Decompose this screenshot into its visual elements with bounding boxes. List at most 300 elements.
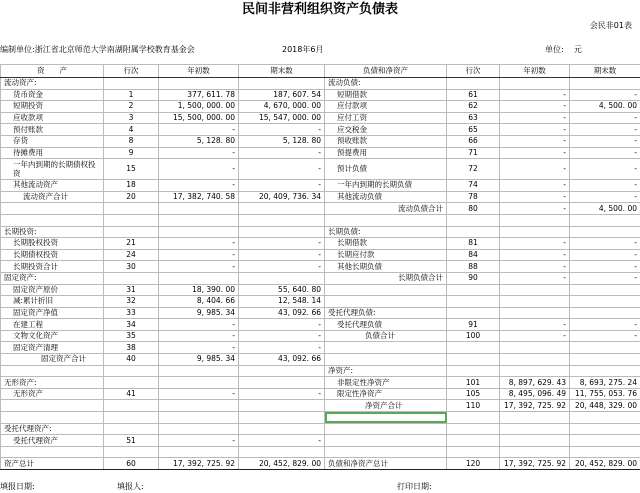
liability-ending-cell[interactable] — [570, 354, 640, 366]
asset-name-cell[interactable]: 长期投资合计 — [1, 261, 104, 273]
asset-name-cell[interactable]: 短期投资 — [1, 101, 104, 113]
liability-line-cell[interactable]: 72 — [447, 159, 500, 180]
liability-ending-cell[interactable]: - — [570, 180, 640, 192]
asset-ending-cell[interactable]: 43, 092. 66 — [239, 354, 325, 366]
asset-ending-cell[interactable] — [239, 226, 325, 238]
table-row — [1, 330, 640, 342]
asset-beginning-cell[interactable]: 9, 985. 34 — [159, 307, 239, 319]
liability-beginning-cell[interactable] — [500, 78, 570, 90]
asset-beginning-cell[interactable]: 1, 500, 000. 00 — [159, 101, 239, 113]
liability-line-cell[interactable] — [447, 412, 500, 424]
liability-line-cell[interactable]: 91 — [447, 319, 500, 331]
liability-line-cell[interactable] — [447, 226, 500, 238]
liability-beginning-cell[interactable]: - — [500, 272, 570, 284]
asset-ending-cell[interactable] — [239, 214, 325, 226]
liability-ending-cell[interactable]: 8, 693, 275. 24 — [570, 377, 640, 389]
liability-beginning-cell[interactable]: 17, 392, 725. 92 — [500, 400, 570, 412]
asset-beginning-cell[interactable] — [159, 400, 239, 412]
liability-line-cell[interactable] — [447, 423, 500, 435]
table-row — [1, 400, 640, 412]
liability-ending-cell[interactable]: - — [570, 135, 640, 147]
asset-line-cell[interactable]: 2 — [104, 101, 159, 113]
asset-line-cell[interactable] — [104, 365, 159, 377]
liability-line-cell[interactable]: 61 — [447, 89, 500, 101]
liability-line-cell[interactable]: 78 — [447, 191, 500, 203]
header-line-no-2: 行次 — [447, 65, 500, 78]
asset-name-cell[interactable]: 无形资产: — [1, 377, 104, 389]
asset-beginning-cell[interactable] — [159, 412, 239, 424]
header-assets: 资 产 — [1, 65, 104, 78]
liability-name-cell[interactable]: 预计负债 — [325, 159, 447, 180]
asset-ending-cell[interactable]: 20, 452, 829. 00 — [239, 458, 325, 470]
header-ending-2: 期末数 — [570, 65, 640, 78]
asset-name-cell[interactable]: 流动资产合计 — [1, 191, 104, 203]
asset-beginning-cell[interactable]: - — [159, 261, 239, 273]
liability-name-cell[interactable] — [325, 284, 447, 296]
asset-line-cell[interactable]: 51 — [104, 435, 159, 447]
asset-ending-cell[interactable]: 12, 548. 14 — [239, 296, 325, 308]
asset-beginning-cell[interactable] — [159, 203, 239, 215]
asset-name-cell[interactable] — [1, 203, 104, 215]
liability-ending-cell[interactable] — [570, 226, 640, 238]
liability-beginning-cell[interactable]: - — [500, 159, 570, 180]
liability-beginning-cell[interactable]: - — [500, 135, 570, 147]
table-row — [1, 412, 640, 424]
asset-beginning-cell[interactable] — [159, 423, 239, 435]
asset-name-cell[interactable]: 在建工程 — [1, 319, 104, 331]
asset-name-cell[interactable]: 固定资产清理 — [1, 342, 104, 354]
table-row — [1, 238, 640, 250]
asset-ending-cell[interactable]: - — [239, 180, 325, 192]
balance-sheet-table — [0, 64, 640, 470]
liability-ending-cell[interactable] — [570, 307, 640, 319]
asset-name-cell[interactable] — [1, 214, 104, 226]
liability-name-cell[interactable]: 流动负债合计 — [325, 203, 447, 215]
asset-beginning-cell[interactable] — [159, 365, 239, 377]
liability-name-cell[interactable]: 长期负债合计 — [325, 272, 447, 284]
asset-name-cell[interactable]: 长期股权投资 — [1, 238, 104, 250]
liability-ending-cell[interactable]: - — [570, 112, 640, 124]
liability-name-cell[interactable]: 其他流动负债 — [325, 191, 447, 203]
asset-beginning-cell[interactable]: - — [159, 180, 239, 192]
asset-ending-cell[interactable]: - — [239, 147, 325, 159]
asset-beginning-cell[interactable] — [159, 377, 239, 389]
asset-line-cell[interactable]: 40 — [104, 354, 159, 366]
liability-line-cell[interactable]: 80 — [447, 203, 500, 215]
asset-ending-cell[interactable] — [239, 203, 325, 215]
asset-beginning-cell[interactable]: 15, 500, 000. 00 — [159, 112, 239, 124]
liability-ending-cell[interactable]: 20, 448, 329. 00 — [570, 400, 640, 412]
liability-name-cell[interactable] — [325, 412, 447, 424]
liability-line-cell[interactable]: 66 — [447, 135, 500, 147]
liability-name-cell[interactable]: 负债合计 — [325, 330, 447, 342]
liability-ending-cell[interactable] — [570, 446, 640, 458]
liability-line-cell[interactable]: 74 — [447, 180, 500, 192]
asset-name-cell[interactable]: 无形资产 — [1, 388, 104, 400]
asset-line-cell[interactable]: 9 — [104, 147, 159, 159]
table-row — [1, 147, 640, 159]
liability-line-cell[interactable] — [447, 284, 500, 296]
liability-beginning-cell[interactable]: - — [500, 124, 570, 136]
liability-line-cell[interactable] — [447, 365, 500, 377]
liability-ending-cell[interactable] — [570, 342, 640, 354]
table-row — [1, 319, 640, 331]
asset-beginning-cell[interactable]: - — [159, 159, 239, 180]
liability-ending-cell[interactable]: 11, 755, 053. 76 — [570, 388, 640, 400]
asset-ending-cell[interactable]: - — [239, 330, 325, 342]
asset-ending-cell[interactable]: - — [239, 124, 325, 136]
asset-ending-cell[interactable]: 20, 409, 736. 34 — [239, 191, 325, 203]
asset-line-cell[interactable]: 32 — [104, 296, 159, 308]
asset-beginning-cell[interactable] — [159, 226, 239, 238]
asset-name-cell[interactable]: 固定资产原价 — [1, 284, 104, 296]
asset-ending-cell[interactable]: 4, 670, 000. 00 — [239, 101, 325, 113]
asset-beginning-cell[interactable]: 8, 404. 66 — [159, 296, 239, 308]
asset-name-cell[interactable]: 资产总计 — [1, 458, 104, 470]
liability-line-cell[interactable]: 105 — [447, 388, 500, 400]
liability-beginning-cell[interactable] — [500, 214, 570, 226]
asset-line-cell[interactable]: 31 — [104, 284, 159, 296]
liability-ending-cell[interactable] — [570, 412, 640, 424]
asset-beginning-cell[interactable]: 17, 392, 725. 92 — [159, 458, 239, 470]
table-row — [1, 377, 640, 389]
asset-beginning-cell[interactable] — [159, 78, 239, 90]
liability-beginning-cell[interactable] — [500, 423, 570, 435]
header-beginning-2: 年初数 — [500, 65, 570, 78]
asset-beginning-cell[interactable]: - — [159, 435, 239, 447]
table-row — [1, 180, 640, 192]
asset-name-cell[interactable]: 货币资金 — [1, 89, 104, 101]
asset-ending-cell[interactable] — [239, 400, 325, 412]
asset-line-cell[interactable]: 20 — [104, 191, 159, 203]
table-row — [1, 354, 640, 366]
asset-ending-cell[interactable] — [239, 412, 325, 424]
table-row — [1, 435, 640, 447]
liability-ending-cell[interactable]: - — [570, 147, 640, 159]
liability-name-cell[interactable]: 限定性净资产 — [325, 388, 447, 400]
asset-name-cell[interactable] — [1, 412, 104, 424]
asset-ending-cell[interactable]: - — [239, 238, 325, 250]
liability-name-cell[interactable]: 长期应付款 — [325, 249, 447, 261]
currency-unit-value: 元 — [573, 45, 582, 54]
asset-line-cell[interactable]: 1 — [104, 89, 159, 101]
asset-name-cell[interactable]: 存货 — [1, 135, 104, 147]
asset-name-cell[interactable]: 固定资产: — [1, 272, 104, 284]
liability-name-cell[interactable] — [325, 354, 447, 366]
liability-line-cell[interactable] — [447, 446, 500, 458]
liability-name-cell[interactable] — [325, 296, 447, 308]
asset-beginning-cell[interactable]: 377, 611. 78 — [159, 89, 239, 101]
table-row — [1, 388, 640, 400]
table-row — [1, 159, 640, 180]
asset-beginning-cell[interactable]: - — [159, 342, 239, 354]
asset-line-cell[interactable]: 24 — [104, 249, 159, 261]
liability-ending-cell[interactable] — [570, 214, 640, 226]
asset-beginning-cell[interactable]: 17, 382, 740. 58 — [159, 191, 239, 203]
table-row — [1, 261, 640, 273]
liability-line-cell[interactable] — [447, 78, 500, 90]
asset-line-cell[interactable]: 33 — [104, 307, 159, 319]
liability-line-cell[interactable]: 81 — [447, 238, 500, 250]
liability-ending-cell[interactable]: - — [570, 272, 640, 284]
liability-name-cell[interactable]: 净资产合计 — [325, 400, 447, 412]
asset-ending-cell[interactable] — [239, 272, 325, 284]
asset-name-cell[interactable] — [1, 400, 104, 412]
asset-line-cell[interactable]: 8 — [104, 135, 159, 147]
liability-line-cell[interactable]: 110 — [447, 400, 500, 412]
liability-ending-cell[interactable]: - — [570, 330, 640, 342]
liability-line-cell[interactable] — [447, 354, 500, 366]
liability-beginning-cell[interactable]: - — [500, 203, 570, 215]
liability-ending-cell[interactable]: 4, 500. 00 — [570, 101, 640, 113]
footer-filled-by: 填报人: — [117, 482, 144, 491]
liability-line-cell[interactable]: 88 — [447, 261, 500, 273]
liability-name-cell[interactable]: 预收账款 — [325, 135, 447, 147]
asset-line-cell[interactable] — [104, 423, 159, 435]
liability-ending-cell[interactable] — [570, 365, 640, 377]
liability-line-cell[interactable] — [447, 435, 500, 447]
asset-name-cell[interactable]: 受托代理资产: — [1, 423, 104, 435]
table-row — [1, 214, 640, 226]
liability-beginning-cell[interactable] — [500, 435, 570, 447]
liability-beginning-cell[interactable] — [500, 412, 570, 424]
asset-line-cell[interactable] — [104, 78, 159, 90]
liability-name-cell[interactable]: 长期负债: — [325, 226, 447, 238]
asset-line-cell[interactable]: 38 — [104, 342, 159, 354]
liability-beginning-cell[interactable]: - — [500, 180, 570, 192]
liability-line-cell[interactable]: 100 — [447, 330, 500, 342]
liability-line-cell[interactable]: 62 — [447, 101, 500, 113]
asset-line-cell[interactable] — [104, 226, 159, 238]
liability-name-cell[interactable] — [325, 435, 447, 447]
asset-ending-cell[interactable]: 5, 128. 80 — [239, 135, 325, 147]
asset-beginning-cell[interactable]: - — [159, 124, 239, 136]
asset-line-cell[interactable]: 15 — [104, 159, 159, 180]
asset-ending-cell[interactable]: - — [239, 319, 325, 331]
asset-ending-cell[interactable]: 55, 640. 80 — [239, 284, 325, 296]
asset-ending-cell[interactable]: - — [239, 435, 325, 447]
liability-beginning-cell[interactable]: - — [500, 147, 570, 159]
currency-unit — [545, 44, 582, 56]
liability-ending-cell[interactable]: - — [570, 159, 640, 180]
liability-ending-cell[interactable] — [570, 296, 640, 308]
asset-name-cell[interactable]: 文物文化资产 — [1, 330, 104, 342]
asset-beginning-cell[interactable]: - — [159, 319, 239, 331]
asset-beginning-cell[interactable]: - — [159, 330, 239, 342]
liability-ending-cell[interactable]: - — [570, 261, 640, 273]
asset-beginning-cell[interactable]: 18, 390. 00 — [159, 284, 239, 296]
asset-line-cell[interactable] — [104, 272, 159, 284]
table-row — [1, 423, 640, 435]
liability-line-cell[interactable]: 90 — [447, 272, 500, 284]
liability-beginning-cell[interactable]: - — [500, 261, 570, 273]
liability-beginning-cell[interactable]: 17, 392, 725. 92 — [500, 458, 570, 470]
liability-line-cell[interactable]: 84 — [447, 249, 500, 261]
header-line-no: 行次 — [104, 65, 159, 78]
asset-name-cell[interactable]: 固定资产净值 — [1, 307, 104, 319]
asset-line-cell[interactable] — [104, 377, 159, 389]
table-row — [1, 226, 640, 238]
liability-ending-cell[interactable]: - — [570, 319, 640, 331]
liability-name-cell[interactable] — [325, 342, 447, 354]
liability-name-cell[interactable]: 净资产: — [325, 365, 447, 377]
liability-ending-cell[interactable]: - — [570, 124, 640, 136]
asset-beginning-cell[interactable] — [159, 214, 239, 226]
asset-line-cell[interactable]: 3 — [104, 112, 159, 124]
liability-line-cell[interactable]: 63 — [447, 112, 500, 124]
liability-line-cell[interactable] — [447, 296, 500, 308]
liability-beginning-cell[interactable] — [500, 354, 570, 366]
liability-beginning-cell[interactable]: - — [500, 330, 570, 342]
liability-line-cell[interactable] — [447, 307, 500, 319]
liability-beginning-cell[interactable]: - — [500, 319, 570, 331]
asset-line-cell[interactable]: 34 — [104, 319, 159, 331]
liability-beginning-cell[interactable]: 8, 495, 096. 49 — [500, 388, 570, 400]
table-row — [1, 365, 640, 377]
asset-beginning-cell[interactable]: 5, 128. 80 — [159, 135, 239, 147]
liability-name-cell[interactable]: 长期借款 — [325, 238, 447, 250]
liability-beginning-cell[interactable] — [500, 446, 570, 458]
table-row — [1, 458, 640, 470]
asset-line-cell[interactable]: 60 — [104, 458, 159, 470]
liability-beginning-cell[interactable]: - — [500, 238, 570, 250]
table-row — [1, 78, 640, 90]
asset-name-cell[interactable]: 一年内到期的长期债权投资 — [1, 159, 104, 180]
liability-ending-cell[interactable] — [570, 78, 640, 90]
asset-ending-cell[interactable] — [239, 78, 325, 90]
currency-unit-label: 单位: — [545, 45, 564, 54]
asset-line-cell[interactable]: 41 — [104, 388, 159, 400]
table-row — [1, 284, 640, 296]
liability-ending-cell[interactable]: - — [570, 238, 640, 250]
asset-name-cell[interactable]: 长期投资: — [1, 226, 104, 238]
liability-ending-cell[interactable] — [570, 435, 640, 447]
asset-name-cell[interactable]: 减:累计折旧 — [1, 296, 104, 308]
asset-line-cell[interactable]: 30 — [104, 261, 159, 273]
liability-beginning-cell[interactable] — [500, 226, 570, 238]
asset-name-cell[interactable]: 待摊费用 — [1, 147, 104, 159]
asset-ending-cell[interactable]: - — [239, 342, 325, 354]
asset-name-cell[interactable]: 固定资产合计 — [1, 354, 104, 366]
liability-beginning-cell[interactable] — [500, 296, 570, 308]
asset-line-cell[interactable]: 18 — [104, 180, 159, 192]
liability-beginning-cell[interactable]: - — [500, 101, 570, 113]
asset-line-cell[interactable]: 35 — [104, 330, 159, 342]
liability-name-cell[interactable]: 应付款项 — [325, 101, 447, 113]
asset-name-cell[interactable]: 应收款项 — [1, 112, 104, 124]
liability-name-cell[interactable]: 受托代理负债 — [325, 319, 447, 331]
asset-name-cell[interactable] — [1, 446, 104, 458]
asset-name-cell[interactable]: 预付账款 — [1, 124, 104, 136]
asset-ending-cell[interactable]: 15, 547, 000. 00 — [239, 112, 325, 124]
asset-ending-cell[interactable] — [239, 423, 325, 435]
asset-beginning-cell[interactable]: - — [159, 388, 239, 400]
asset-beginning-cell[interactable]: 9, 985. 34 — [159, 354, 239, 366]
liability-ending-cell[interactable] — [570, 423, 640, 435]
liability-beginning-cell[interactable]: - — [500, 112, 570, 124]
asset-ending-cell[interactable]: - — [239, 159, 325, 180]
footer-print-date: 打印日期: — [397, 482, 432, 491]
asset-ending-cell[interactable] — [239, 377, 325, 389]
liability-name-cell[interactable]: 应付工资 — [325, 112, 447, 124]
asset-beginning-cell[interactable]: - — [159, 249, 239, 261]
table-row — [1, 112, 640, 124]
asset-line-cell[interactable] — [104, 412, 159, 424]
liability-beginning-cell[interactable] — [500, 365, 570, 377]
liability-beginning-cell[interactable]: - — [500, 249, 570, 261]
liability-name-cell[interactable]: 应交税金 — [325, 124, 447, 136]
liability-name-cell[interactable] — [325, 446, 447, 458]
liability-beginning-cell[interactable] — [500, 307, 570, 319]
liability-line-cell[interactable] — [447, 342, 500, 354]
table-body — [1, 65, 640, 470]
liability-name-cell[interactable]: 非限定性净资产 — [325, 377, 447, 389]
asset-name-cell[interactable]: 长期债权投资 — [1, 249, 104, 261]
asset-line-cell[interactable] — [104, 203, 159, 215]
table-row — [1, 272, 640, 284]
liability-ending-cell[interactable] — [570, 284, 640, 296]
liability-beginning-cell[interactable]: - — [500, 191, 570, 203]
asset-name-cell[interactable]: 流动资产: — [1, 78, 104, 90]
liability-name-cell[interactable]: 短期借款 — [325, 89, 447, 101]
liability-line-cell[interactable]: 101 — [447, 377, 500, 389]
asset-ending-cell[interactable] — [239, 365, 325, 377]
liability-ending-cell[interactable]: - — [570, 89, 640, 101]
liability-line-cell[interactable]: 65 — [447, 124, 500, 136]
liability-beginning-cell[interactable] — [500, 342, 570, 354]
liability-ending-cell[interactable]: 20, 452, 829. 00 — [570, 458, 640, 470]
asset-line-cell[interactable] — [104, 446, 159, 458]
asset-name-cell[interactable]: 受托代理资产 — [1, 435, 104, 447]
liability-ending-cell[interactable]: - — [570, 191, 640, 203]
liability-name-cell[interactable]: 其他长期负债 — [325, 261, 447, 273]
asset-beginning-cell[interactable] — [159, 272, 239, 284]
asset-name-cell[interactable] — [1, 365, 104, 377]
asset-ending-cell[interactable]: 43, 092. 66 — [239, 307, 325, 319]
liability-beginning-cell[interactable] — [500, 284, 570, 296]
report-title: 民间非营利组织资产负债表 — [241, 2, 398, 17]
liability-name-cell[interactable]: 受托代理负债: — [325, 307, 447, 319]
liability-name-cell[interactable]: 负债和净资产总计 — [325, 458, 447, 470]
asset-ending-cell[interactable] — [239, 446, 325, 458]
asset-beginning-cell[interactable] — [159, 446, 239, 458]
asset-ending-cell[interactable]: 187, 607. 54 — [239, 89, 325, 101]
liability-name-cell[interactable] — [325, 423, 447, 435]
liability-beginning-cell[interactable]: - — [500, 89, 570, 101]
liability-line-cell[interactable]: 71 — [447, 147, 500, 159]
liability-name-cell[interactable]: 流动负债: — [325, 78, 447, 90]
asset-line-cell[interactable]: 21 — [104, 238, 159, 250]
liability-name-cell[interactable]: 预提费用 — [325, 147, 447, 159]
asset-line-cell[interactable] — [104, 400, 159, 412]
asset-line-cell[interactable] — [104, 214, 159, 226]
liability-name-cell[interactable] — [325, 214, 447, 226]
asset-beginning-cell[interactable]: - — [159, 238, 239, 250]
liability-line-cell[interactable] — [447, 214, 500, 226]
asset-ending-cell[interactable]: - — [239, 249, 325, 261]
liability-name-cell[interactable]: 一年内到期的长期负债 — [325, 180, 447, 192]
liability-ending-cell[interactable]: - — [570, 249, 640, 261]
asset-name-cell[interactable]: 其他流动资产 — [1, 180, 104, 192]
liability-ending-cell[interactable]: 4, 500. 00 — [570, 203, 640, 215]
asset-ending-cell[interactable]: - — [239, 261, 325, 273]
asset-line-cell[interactable]: 4 — [104, 124, 159, 136]
asset-ending-cell[interactable]: - — [239, 388, 325, 400]
liability-line-cell[interactable]: 120 — [447, 458, 500, 470]
asset-beginning-cell[interactable]: - — [159, 147, 239, 159]
liability-beginning-cell[interactable]: 8, 897, 629. 43 — [500, 377, 570, 389]
table-row — [1, 446, 640, 458]
